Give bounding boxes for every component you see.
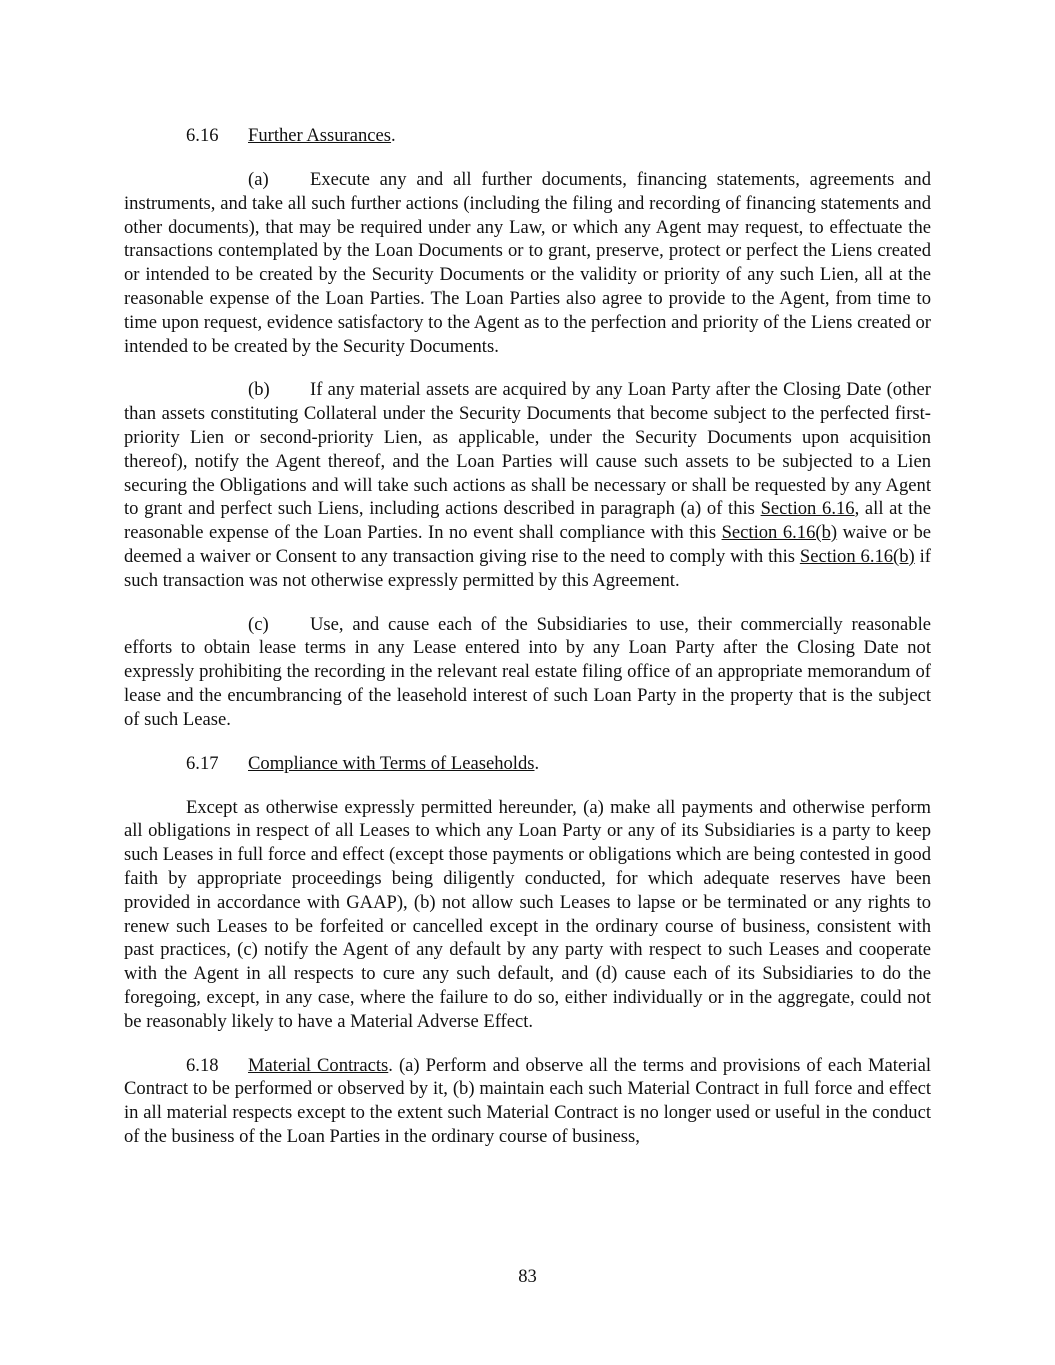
paragraph-6-16-a [124,168,931,358]
paragraph-text: Except as otherwise expressly permitted hereunder, (a) make all payments and otherwise perform all obligations in respect of all Leases to which any Loan Party or any of its Subsidiaries is a party to keep such Leases in full force and effect (except those payments or obligations which are being contested in good faith by appropriate proceedings being diligently conducted, for which adequate reserves have been provided in accordance with GAAP), (b) not allow such Leases to lapse or be terminated or any rights to renew such Leases to be forfeited or cancelled except in the ordinary course of business, consistent with past practices, (c) notify the Agent of any default by any party with respect to such Leases and cooperate with the Agent in all respects to cure any such default, and (d) cause each of its Subsidiaries to do the foregoing, except, in any case, where the failure to do so, either individually or in the aggregate, could not be reasonably likely to have a Material Adverse Effect. [124,796,931,1032]
cross-reference: Section 6.16 [760,498,855,520]
paragraph-text: waive or be deemed a waiver or Consent to any transaction giving rise to the need to comply with this [124,522,932,567]
cross-reference: Section 6.16(b) [799,545,915,567]
page-number: 83 [518,1266,537,1287]
section-title: Compliance with Terms of Leaseholds [248,752,535,774]
paragraph-label: (b) [248,379,270,401]
paragraph-text: Use, and cause each of the Subsidiaries to use, their commercially reasonable efforts to obtain lease terms in any Lease entered into by any Loan Party after the Closing Date not expressly prohibiting the recording in the relevant real estate filing office of an appropriate memorandum of lease and the encumbrancing of the leasehold interest of such Loan Party in the property that is the subject of such Lease. [124,613,931,730]
paragraph-6-16-c [124,613,931,732]
section-title: Material Contracts [248,1054,389,1076]
paragraph-text: If any material assets are acquired by any Loan Party after the Closing Date (other than assets constituting Collateral under the Security Documents that become subject to the perfected first-priority Lien or second-priority Lien, as applicable, under the Security Documents upon acquisition thereof), notify the Agent thereof, and the Loan Parties will cause such assets to be subjected to a Lien securing the Obligations and will take such actions as shall be necessary or shall be requested by any Agent to grant and perfect such Liens, including actions described in paragraph (a) of this [124,379,931,520]
paragraph-label: (a) [248,169,269,190]
section-6-17-heading: 6.17 Compliance with Terms of Leaseholds. [186,752,540,774]
section-number: 6.18 [186,1054,219,1076]
paragraph-label: (c) [248,613,269,635]
cross-reference: Section 6.16(b) [721,522,838,544]
section-title: Further Assurances [248,125,392,146]
paragraph-text: Execute any and all further documents, financing statements, agreements and instruments, and take all such further actions (including the filing and recording of financing statements and other documents), that may be required under any Law, or which any Agent may request, to effectuate the transactions contemplated by the Loan Documents or to grant, preserve, protect or perfect the Liens created or intended to be created by the Security Documents or the validity or priority of any such Lien, all at the reasonable expense of the Loan Parties. The Loan Parties also agree to provide to the Agent, from time to time upon request, evidence satisfactory to the Agent as to the perfection and priority of the Liens created or intended to be created by the Security Documents. [124,169,931,357]
document-page [124,124,931,1149]
section-number: 6.17 [186,752,219,774]
paragraph-text: , all at the reasonable expense of the Loan Parties. In no event shall compliance with this [124,498,931,544]
paragraph-6-17 [124,796,931,1034]
paragraph-6-18: 6.18 Material Contracts. (a) Perform and observe all the terms and provisions of each Material Contract to be performed or observed by it, (b) maintain each such Material Contract in full force and effect in all material respects except to the extent such Material Contract is no longer used or useful in the conduct of the business of the Loan Parties in the ordinary course of business, [124,1054,932,1147]
section-6-16-heading: 6.16 Further Assurances. [186,125,396,146]
paragraph-text: (a) Perform and observe all the terms and provisions of each Material Contract to be performed or observed by it, (b) maintain each such Material Contract in full force and effect in all material respects except to the extent such Material Contract is no longer used or useful in the conduct of the business of the Loan Parties in the ordinary course of business, [124,1054,932,1147]
paragraph-6-16-b [124,378,931,592]
section-number: 6.16 [186,125,219,146]
paragraph-text: if such transaction was not otherwise expressly permitted by this Agreement. [124,545,931,591]
